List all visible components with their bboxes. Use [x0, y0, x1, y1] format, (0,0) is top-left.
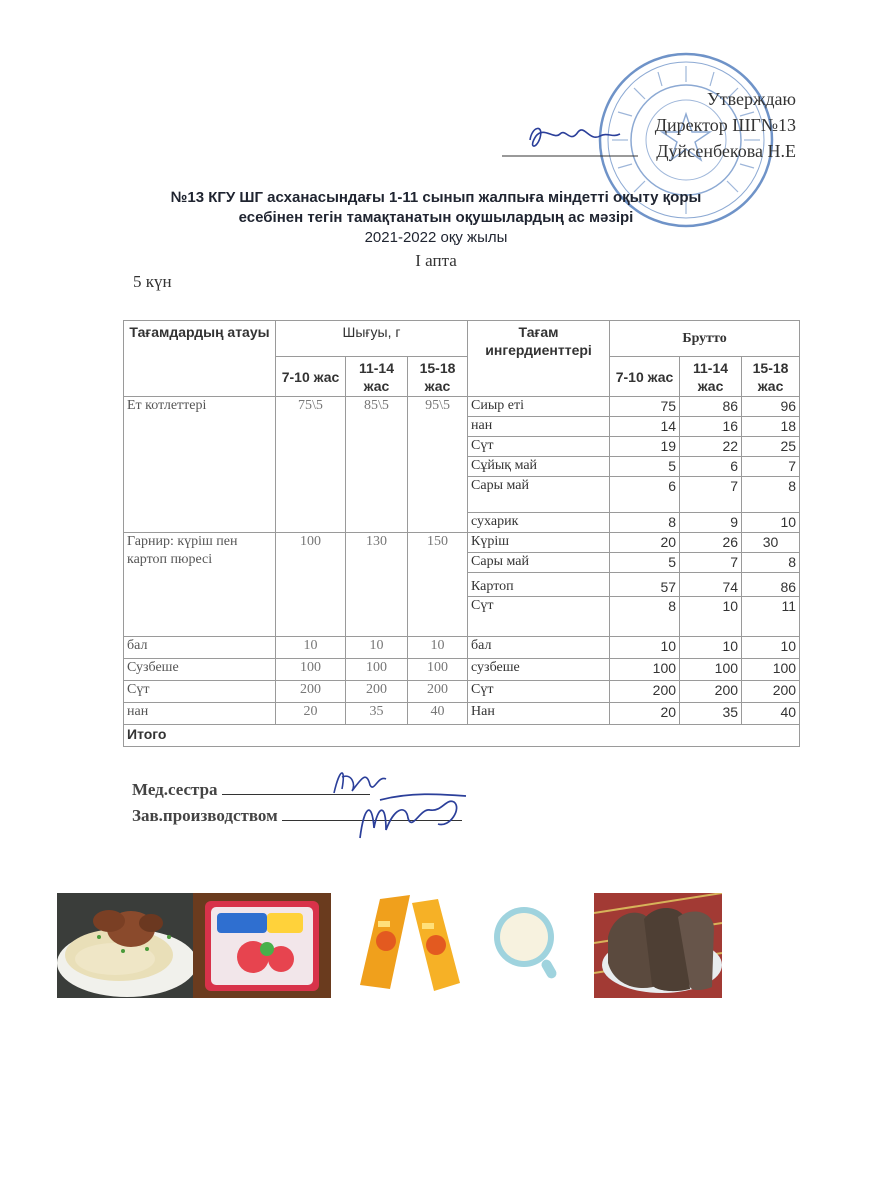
gross-value: 86 — [742, 573, 800, 597]
table-row — [124, 659, 800, 681]
gross-value: 10 — [742, 637, 800, 659]
gross-value: 200 — [680, 681, 742, 703]
header-gross-age-7-10: 7-10 жас — [610, 357, 680, 397]
gross-value: 40 — [742, 703, 800, 725]
gross-value: 8 — [742, 477, 800, 513]
header-gross: Брутто — [610, 321, 800, 357]
gross-value: 200 — [610, 681, 680, 703]
ingredient-name: Сүт — [468, 597, 610, 637]
dish-output: 200 — [408, 681, 468, 703]
ingredient-name: бал — [468, 637, 610, 659]
header-dish-name: Тағамдардың атауы — [124, 321, 276, 397]
gross-value: 18 — [742, 417, 800, 437]
gross-value: 10 — [680, 637, 742, 659]
ingredient-name: Нан — [468, 703, 610, 725]
header-gross-age-11-14: 11-14 жас — [680, 357, 742, 397]
dish-output: 85\5 — [346, 397, 408, 533]
dish-name: бал — [124, 637, 276, 659]
dish-output: 10 — [408, 637, 468, 659]
gross-value: 30 — [742, 533, 800, 553]
approval-title: Утверждаю — [706, 89, 796, 109]
day-label: 5 күн — [133, 272, 172, 291]
ingredient-name: Картоп — [468, 573, 610, 597]
dish-name: Ет котлеттері — [124, 397, 276, 533]
dish-output: 20 — [276, 703, 346, 725]
gross-value: 10 — [742, 513, 800, 533]
gross-value: 7 — [742, 457, 800, 477]
table-row — [124, 533, 800, 553]
gross-value: 75 — [610, 397, 680, 417]
gross-value: 8 — [610, 513, 680, 533]
menu-title-line-2: есебінен тегін тамақтанатын оқушылардың ас мәзірі — [238, 209, 634, 226]
gross-value: 16 — [680, 417, 742, 437]
dish-output: 10 — [276, 637, 346, 659]
gross-value: 10 — [680, 597, 742, 637]
ingredient-name: Сары май — [468, 553, 610, 573]
gross-value: 200 — [742, 681, 800, 703]
production-signature — [350, 788, 470, 848]
gross-value: 10 — [610, 637, 680, 659]
table-row — [124, 681, 800, 703]
gross-value: 100 — [742, 659, 800, 681]
ingredient-name: Күріш — [468, 533, 610, 553]
gross-value: 74 — [680, 573, 742, 597]
gross-value: 7 — [680, 477, 742, 513]
dish-output: 10 — [346, 637, 408, 659]
gross-value: 19 — [610, 437, 680, 457]
dish-output: 100 — [276, 533, 346, 637]
gross-value: 20 — [610, 533, 680, 553]
week-label: I апта — [415, 251, 457, 270]
honey-yogurt-box-photo — [193, 893, 331, 998]
ingredient-name: Сиыр еті — [468, 397, 610, 417]
dish-name: нан — [124, 703, 276, 725]
dish-output: 40 — [408, 703, 468, 725]
dish-output: 150 — [408, 533, 468, 637]
gross-value: 25 — [742, 437, 800, 457]
dish-name: Сузбеше — [124, 659, 276, 681]
gross-value: 100 — [680, 659, 742, 681]
table-row — [124, 397, 800, 417]
gross-value: 11 — [742, 597, 800, 637]
ingredient-name: сузбеше — [468, 659, 610, 681]
gross-value: 8 — [742, 553, 800, 573]
nurse-label: Мед.сестра — [132, 780, 218, 799]
gross-value: 100 — [610, 659, 680, 681]
gross-value: 5 — [610, 457, 680, 477]
dish-output: 75\5 — [276, 397, 346, 533]
ingredient-name: нан — [468, 417, 610, 437]
table-row — [124, 637, 800, 659]
header-output: Шығуы, г — [276, 321, 468, 357]
header-output-age-11-14: 11-14 жас — [346, 357, 408, 397]
ingredient-name: Сүт — [468, 437, 610, 457]
school-year: 2021-2022 оқу жылы — [364, 229, 508, 246]
dish-output: 35 — [346, 703, 408, 725]
gross-value: 6 — [610, 477, 680, 513]
approval-position: Директор ШГ№13 — [654, 115, 796, 135]
header-output-age-15-18: 15-18 жас — [408, 357, 468, 397]
director-signature — [500, 118, 640, 162]
menu-heading — [0, 188, 872, 272]
dish-output: 100 — [276, 659, 346, 681]
table-row — [124, 725, 800, 747]
dish-name: Сүт — [124, 681, 276, 703]
gross-value: 22 — [680, 437, 742, 457]
gross-value: 8 — [610, 597, 680, 637]
total-label: Итого — [124, 725, 800, 747]
dish-name: Гарнир: күріш пен картоп пюресі — [124, 533, 276, 637]
gross-value: 9 — [680, 513, 742, 533]
table-row — [124, 703, 800, 725]
ingredient-name: Сұйық май — [468, 457, 610, 477]
honey-stick-packs-photo — [352, 893, 467, 998]
gross-value: 35 — [680, 703, 742, 725]
menu-title-line-1: №13 КГУ ШГ асханасындағы 1-11 сынып жалпыға міндетті оқыту қоры — [170, 189, 702, 206]
ingredient-name: Сүт — [468, 681, 610, 703]
header-gross-age-15-18: 15-18 жас — [742, 357, 800, 397]
gross-value: 86 — [680, 397, 742, 417]
ingredient-name: сухарик — [468, 513, 610, 533]
menu-table — [123, 320, 800, 747]
dish-output: 100 — [346, 659, 408, 681]
gross-value: 14 — [610, 417, 680, 437]
gross-value: 5 — [610, 553, 680, 573]
approval-block — [655, 86, 796, 164]
milk-cup-photo — [484, 893, 564, 998]
gross-value: 6 — [680, 457, 742, 477]
dish-output: 95\5 — [408, 397, 468, 533]
cutlet-with-puree-photo — [57, 893, 193, 998]
gross-value: 57 — [610, 573, 680, 597]
gross-value: 7 — [680, 553, 742, 573]
header-ingredients: Тағам ингердиенттері — [468, 321, 610, 397]
dish-output: 200 — [346, 681, 408, 703]
ingredient-name: Сары май — [468, 477, 610, 513]
dish-output: 200 — [276, 681, 346, 703]
approval-director-name: Дуйсенбекова Н.Е — [656, 141, 796, 161]
dish-output: 100 — [408, 659, 468, 681]
header-output-age-7-10: 7-10 жас — [276, 357, 346, 397]
bread-slices-photo — [594, 893, 722, 998]
production-label: Зав.производством — [132, 806, 278, 825]
gross-value: 26 — [680, 533, 742, 553]
gross-value: 96 — [742, 397, 800, 417]
dish-output: 130 — [346, 533, 408, 637]
gross-value: 20 — [610, 703, 680, 725]
